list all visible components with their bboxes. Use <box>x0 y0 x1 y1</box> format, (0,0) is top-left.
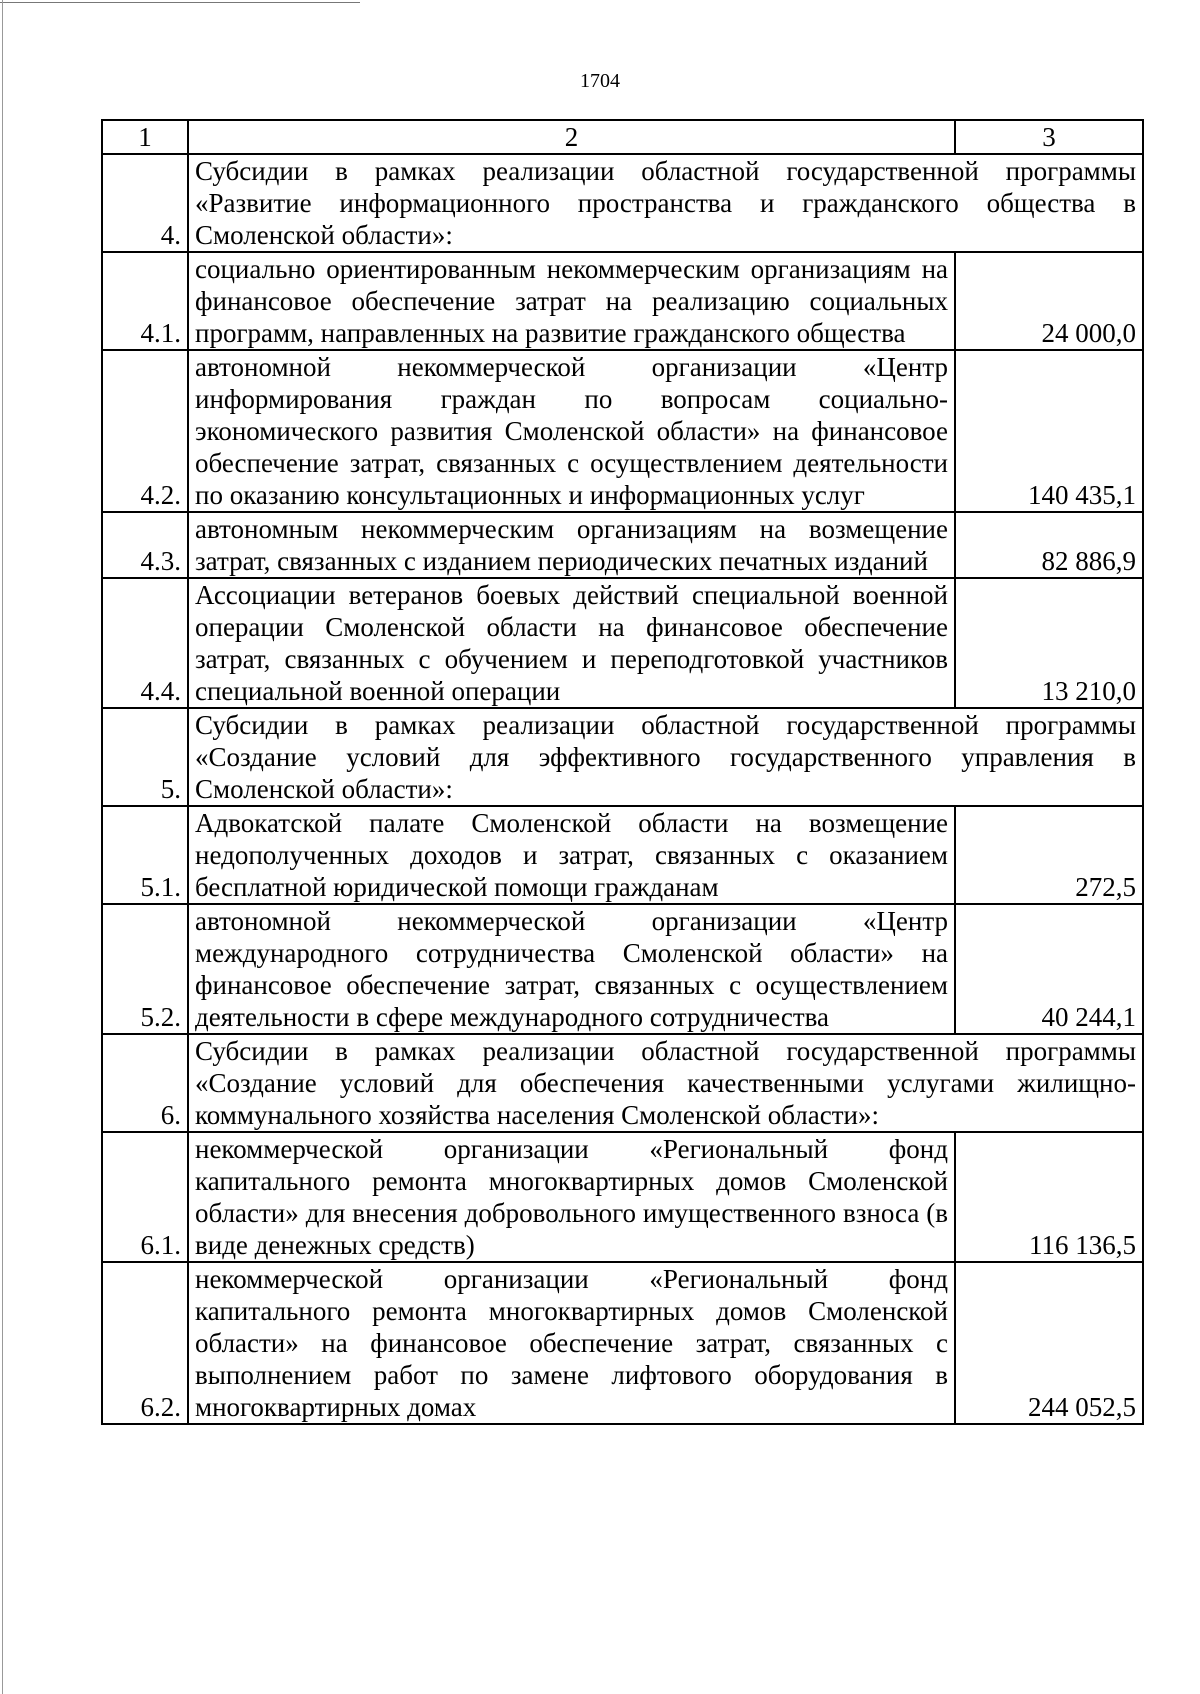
table-row <box>102 350 1143 512</box>
row-description: социально ориентированным некоммерческим организациям на финансовое обеспечение затрат на реализацию социальных программ, направленных на развитие гражданского общества <box>188 252 955 350</box>
row-description: Субсидии в рамках реализации областной государственной программы «Создание условий для обеспечения качественными услугами жилищно-коммунального хозяйства населения Смоленской области»: <box>188 1034 1143 1132</box>
row-description: некоммерческой организации «Региональный фонд капитального ремонта многоквартирных домов Смоленской области» на финансовое обеспечение затрат, связанных с выполнением работ по замене лифтового оборудования в многоквартирных домах <box>188 1262 955 1424</box>
table-row <box>102 1132 1143 1262</box>
row-amount: 24 000,0 <box>955 252 1143 350</box>
row-number: 4.4. <box>102 578 188 708</box>
row-description: автономной некоммерческой организации «Центр информирования граждан по вопросам социально-экономического развития Смоленской области» на финансовое обеспечение затрат, связанных с осуществлением деятельности по оказанию консультационных и информационных услуг <box>188 350 955 512</box>
table-row <box>102 252 1143 350</box>
row-description: автономным некоммерческим организациям на возмещение затрат, связанных с изданием периодических печатных изданий <box>188 512 955 578</box>
row-amount: 82 886,9 <box>955 512 1143 578</box>
row-number: 5.2. <box>102 904 188 1034</box>
row-number: 4. <box>102 154 188 252</box>
header-cell-3: 3 <box>955 120 1143 154</box>
row-description: Адвокатской палате Смоленской области на возмещение недополученных доходов и затрат, связанных с оказанием бесплатной юридической помощи гражданам <box>188 806 955 904</box>
table-row <box>102 708 1143 806</box>
table-row <box>102 806 1143 904</box>
row-amount: 140 435,1 <box>955 350 1143 512</box>
table-row <box>102 1034 1143 1132</box>
row-description: автономной некоммерческой организации «Центр международного сотрудничества Смоленской области» на финансовое обеспечение затрат, связанных с осуществлением деятельности в сфере международного сотрудничества <box>188 904 955 1034</box>
row-number: 4.1. <box>102 252 188 350</box>
scan-edge-top <box>0 2 360 3</box>
scan-edge-left <box>2 0 3 1694</box>
row-amount: 272,5 <box>955 806 1143 904</box>
row-amount: 116 136,5 <box>955 1132 1143 1262</box>
table-row <box>102 512 1143 578</box>
row-number: 6.2. <box>102 1262 188 1424</box>
row-number: 4.2. <box>102 350 188 512</box>
row-number: 5. <box>102 708 188 806</box>
table-header-row <box>102 120 1143 154</box>
row-amount: 40 244,1 <box>955 904 1143 1034</box>
row-description: Ассоциации ветеранов боевых действий специальной военной операции Смоленской области на финансовое обеспечение затрат, связанных с обучением и переподготовкой участников специальной военной операции <box>188 578 955 708</box>
table-row <box>102 154 1143 252</box>
header-cell-1: 1 <box>102 120 188 154</box>
row-number: 4.3. <box>102 512 188 578</box>
row-number: 5.1. <box>102 806 188 904</box>
row-description: некоммерческой организации «Региональный фонд капитального ремонта многоквартирных домов Смоленской области» для внесения добровольного имущественного взноса (в виде денежных средств) <box>188 1132 955 1262</box>
row-description: Субсидии в рамках реализации областной государственной программы «Создание условий для эффективного государственного управления в Смоленской области»: <box>188 708 1143 806</box>
page-number: 1704 <box>580 70 620 92</box>
header-cell-2: 2 <box>188 120 955 154</box>
row-number: 6.1. <box>102 1132 188 1262</box>
row-description: Субсидии в рамках реализации областной государственной программы «Развитие информационного пространства и гражданского общества в Смоленской области»: <box>188 154 1143 252</box>
subsidies-table <box>101 119 1144 1425</box>
table-row <box>102 904 1143 1034</box>
row-number: 6. <box>102 1034 188 1132</box>
row-amount: 244 052,5 <box>955 1262 1143 1424</box>
row-amount: 13 210,0 <box>955 578 1143 708</box>
table-row <box>102 578 1143 708</box>
table-row <box>102 1262 1143 1424</box>
